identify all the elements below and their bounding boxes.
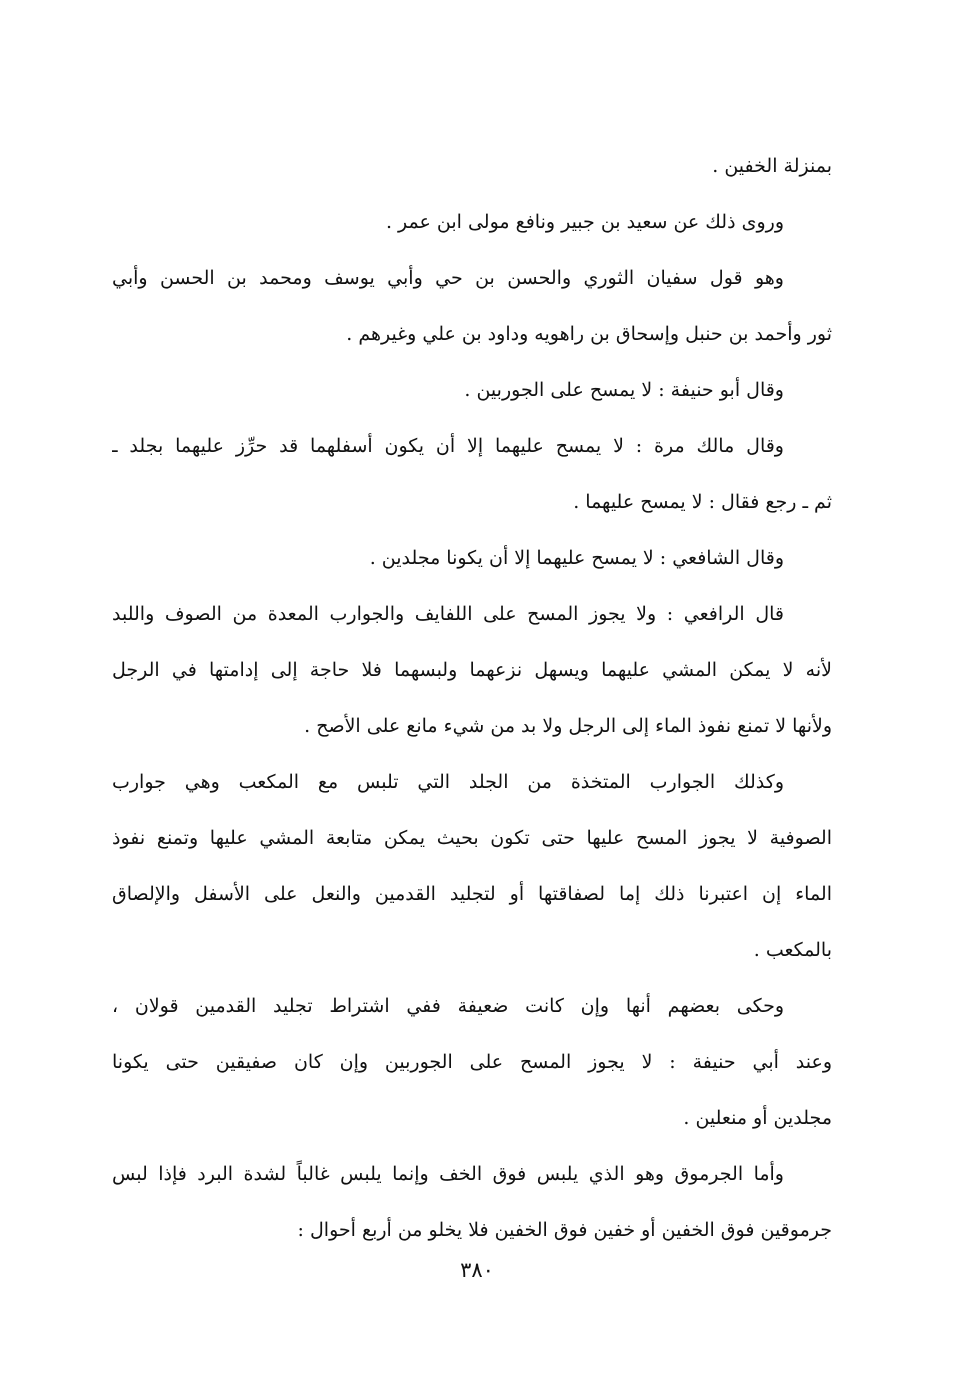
text-line: الصوفية لا يجوز المسح عليها حتى تكون بحيث يمكن متابعة المشي عليها وتمنع نفوذ (112, 827, 832, 849)
text-line: وحكى بعضهم أنها وإن كانت ضعيفة ففي اشتراط تجليد القدمين قولان ، (112, 995, 784, 1017)
page-number: ٣٨٠ (460, 1258, 494, 1282)
text-line: بالمكعب . (753, 939, 832, 961)
text-line: لأنه لا يمكن المشي عليهما ويسهل نزعهما ولبسهما فلا حاجة إلى إدامتها في الرجل (112, 659, 832, 681)
body-text (112, 138, 832, 1258)
text-line: وروى ذلك عن سعيد بن جبير ونافع مولى ابن عمر . (385, 211, 784, 233)
text-line: مجلدين أو منعلين . (683, 1107, 832, 1129)
text-line: وأما الجرموق وهو الذي يلبس فوق الخف وإنما يلبس غالباً لشدة البرد فإذا لبس (112, 1163, 784, 1185)
text-line: قال الرافعي : ولا يجوز المسح على اللفايف والجوارب المعدة من الصوف واللبد (112, 603, 784, 625)
text-line: بمنزلة الخفين . (712, 155, 832, 177)
text-line: الماء إن اعتبرنا ذلك إما لصفاقتها أو لتجليد القدمين والنعل على الأسفل والإلصاق (112, 883, 832, 905)
text-line: ولأنها لا تمنع نفوذ الماء إلى الرجل ولا بد من شيء مانع على الأصح . (304, 715, 832, 737)
text-line: وهو قول سفيان الثوري والحسن بن حي وأبي يوسف ومحمد بن الحسن وأبي (112, 267, 784, 289)
text-line: ثور وأحمد بن حنبل وإسحاق بن راهويه وداود بن علي وغيرهم . (346, 323, 832, 345)
text-line: وعند أبي حنيفة : لا يجوز المسح على الجوربين وإن كان صفيقين حتى يكونا (112, 1051, 832, 1073)
text-line: وقال أبو حنيفة : لا يمسح على الجوربين . (464, 379, 784, 401)
text-line: ثم ـ رجع فقال : لا يمسح عليهما . (573, 491, 832, 513)
text-line: وقال مالك مرة : لا يمسح عليهما إلا أن يكون أسفلهما قد حرِّز عليهما بجلد ـ (112, 435, 784, 457)
text-line: جرموقين فوق الخفين أو خفين فوق الخفين فلا يخلو من أربع أحوال : (297, 1219, 832, 1241)
text-line: وكذلك الجوارب المتخذة من الجلد التي تلبس مع المكعب وهي جوارب (112, 771, 784, 793)
text-line: وقال الشافعي : لا يمسح عليهما إلا أن يكونا مجلدين . (369, 547, 784, 569)
